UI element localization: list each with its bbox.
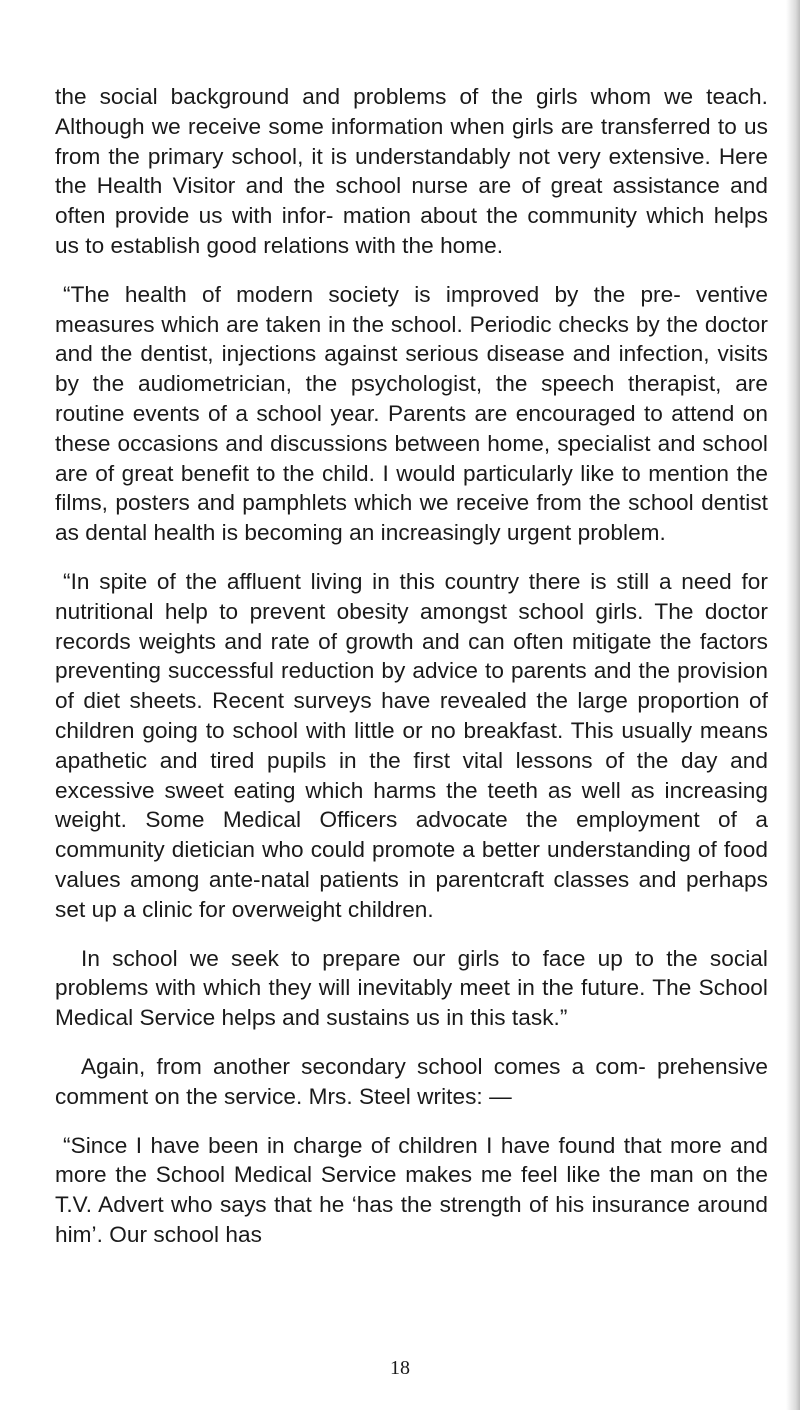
paragraph-5: Again, from another secondary school comes a com- prehensive comment on the service. Mrs. Steel writes: — xyxy=(55,1053,768,1109)
paragraph-4: In school we seek to prepare our girls to face up to the social problems with which they will inevitably meet in the future. The School Medical Service helps and sustains us in this task.” xyxy=(55,945,768,1031)
paragraph-6: “Since I have been in charge of children I have found that more and more the School Medical Service makes me feel like the man on the T.V. Advert who says that he ‘has the strength of his insurance around him’. Our school has xyxy=(55,1132,768,1247)
page-number: 18 xyxy=(390,1357,410,1379)
paragraph-1: the social background and problems of the girls whom we teach. Although we receive some information when girls are transferred to us from the primary school, it is understandably not very extensive. Here the Health Visitor and the school nurse are of great assistance and often provide us with infor- mation about the community which helps us to establish good relations with the home. xyxy=(55,84,768,258)
paragraph-2: “The health of modern society is improved by the pre- ventive measures which are taken in the school. Periodic checks by the doctor and the dentist, injections against serious disease and infection, visits by the audiometrician, the psychologist, the speech therapist, are routine events of a school year. Parents are encouraged to attend on these occasions and discussions between home, specialist and school are of great benefit to the child. I would particularly like to mention the films, posters and pamphlets which we receive from the school dentist as dental health is becoming an increasingly urgent problem. xyxy=(55,281,768,546)
document-page xyxy=(55,82,768,1269)
paragraph-3: “In spite of the affluent living in this country there is still a need for nutritional help to prevent obesity amongst school girls. The doctor records weights and rate of growth and can often mitigate the factors preventing successful reduction by advice to parents and the provision of diet sheets. Recent surveys have revealed the large proportion of children going to school with little or no breakfast. This usually means apathetic and tired pupils in the first vital lessons of the day and excessive sweet eating which harms the teeth as well as increasing weight. Some Medical Officers advocate the employment of a community dietician who could promote a better understanding of food values among ante-natal patients in parentcraft classes and perhaps set up a clinic for overweight children. xyxy=(55,568,768,922)
page-edge-shadow xyxy=(786,0,800,1410)
